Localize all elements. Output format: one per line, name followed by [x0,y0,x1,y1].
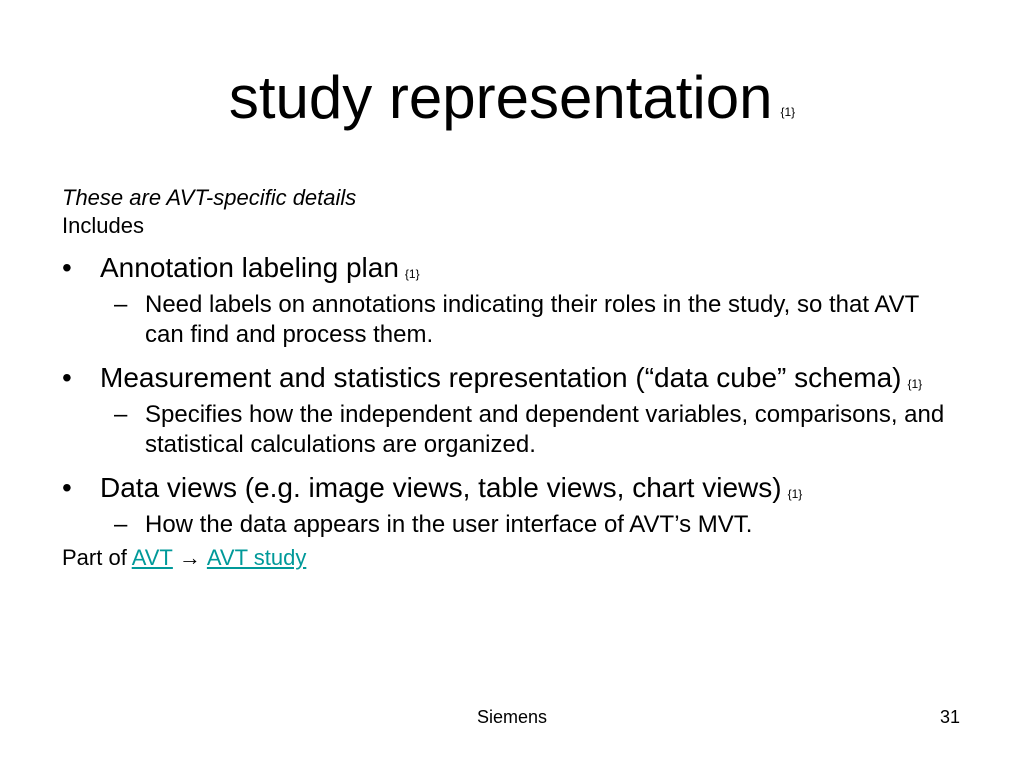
title-text: study representation [228,64,773,131]
sub-bullet-item [62,290,962,350]
sub-bullet-dash: – [114,511,128,538]
bullet-text: Measurement and statistics representation (“data cube” schema) [100,362,902,393]
bullet-reference: {1} [787,487,803,501]
bullet-reference: {1} [907,377,923,391]
sub-bullet-dash: – [114,401,128,428]
sub-bullet-text: Need labels on annotations indicating their roles in the study, so that AVT can find and process them. [145,291,919,348]
bullet-dot: • [62,252,72,283]
sub-bullet-dash: – [114,291,128,318]
slide-body [62,184,962,572]
bullet-text: Annotation labeling plan [100,252,399,283]
bullet-text: Data views (e.g. image views, table views, chart views) [100,472,782,503]
bullet-item [62,360,962,396]
bullet-item [62,470,962,506]
page-number: 31 [939,707,960,727]
sub-bullet-text: Specifies how the independent and dependent variables, comparisons, and statistical calculations are organized. [145,401,945,458]
bullet-reference: {1} [404,267,420,281]
avt-study-link[interactable]: AVT study [206,545,307,570]
sub-bullet-item [62,510,962,540]
bullet-dot: • [62,472,72,503]
part-of-prefix: Part of [62,545,127,570]
part-of-line [62,544,962,572]
title-reference: {1} [780,105,796,119]
avt-link[interactable]: AVT [131,545,173,570]
bullet-dot: • [62,362,72,393]
intro-plain: Includes [62,213,144,238]
sub-bullet-item [62,400,962,460]
right-arrow-icon: → [178,545,201,570]
bullet-item [62,250,962,286]
intro-italic: These are AVT-specific details [62,185,357,210]
sub-bullet-text: How the data appears in the user interface of AVT’s MVT. [145,511,753,538]
slide-title [0,62,1024,134]
footer-text: Siemens [476,707,548,727]
